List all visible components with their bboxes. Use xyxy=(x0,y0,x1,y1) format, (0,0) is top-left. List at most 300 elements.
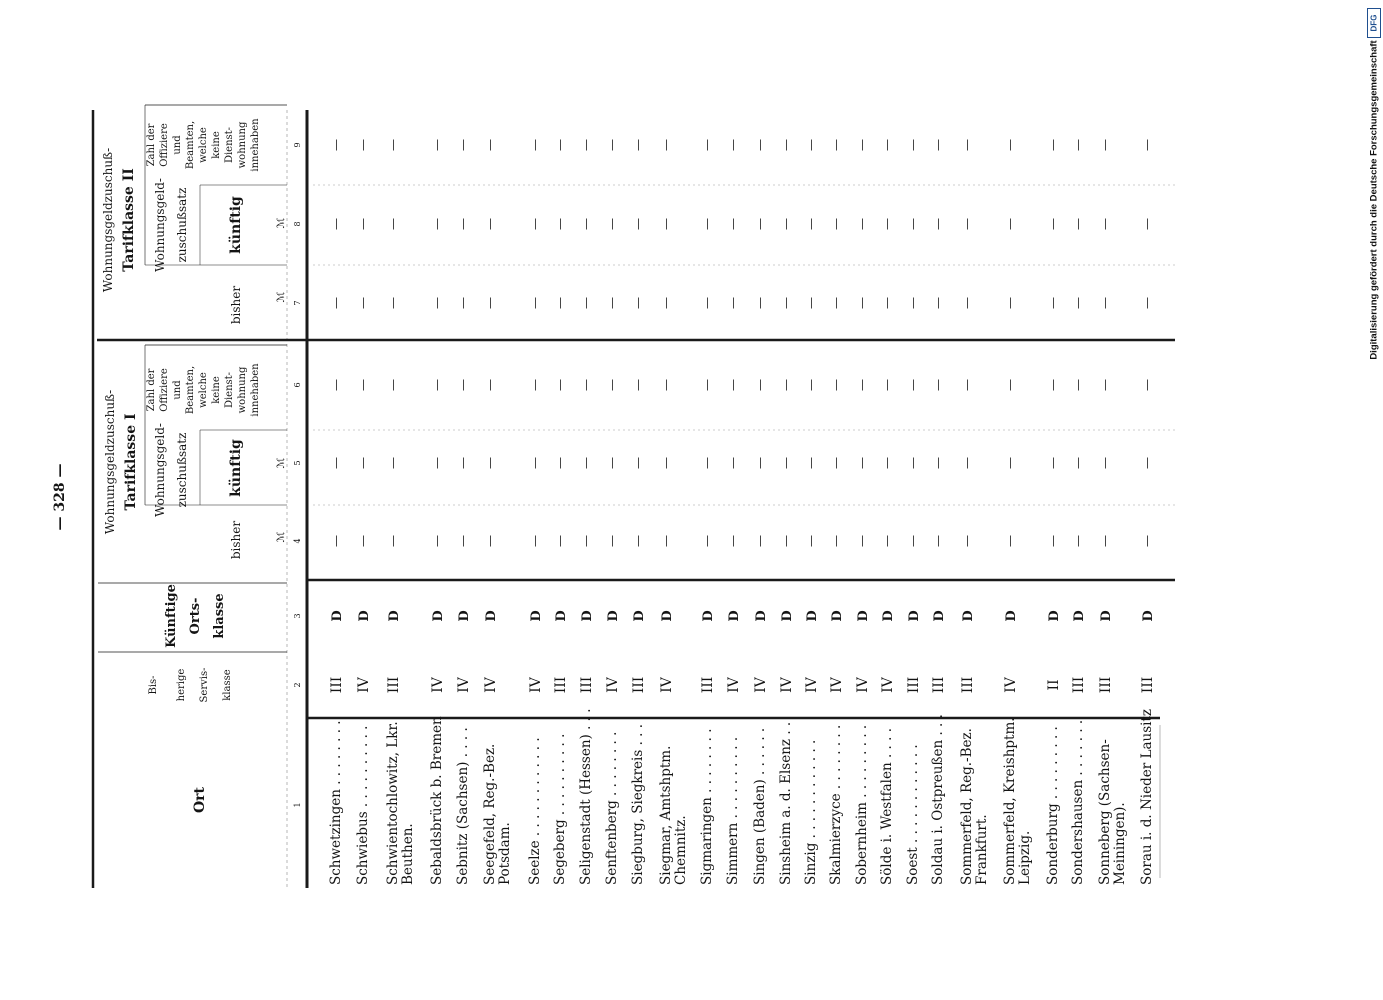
table-row xyxy=(959,139,990,885)
dfg-logo-text: DFG xyxy=(1369,14,1379,32)
bisherige-servisklasse: IV xyxy=(804,677,820,693)
place-name: Sebnitz (Sachsen) . . . . xyxy=(455,727,471,885)
empty-value-dash: — xyxy=(1140,218,1154,230)
empty-value-dash: — xyxy=(356,379,370,391)
kuenftige-ortsklasse: D xyxy=(932,610,947,622)
empty-value-dash: — xyxy=(1046,457,1060,469)
empty-value-dash: — xyxy=(483,297,497,309)
table-row xyxy=(854,139,871,885)
table-row xyxy=(879,139,896,885)
empty-value-dash: — xyxy=(829,379,843,391)
place-name: Potsdam. xyxy=(497,822,513,885)
empty-value-dash: — xyxy=(631,457,645,469)
kuenftige-ortsklasse: D xyxy=(529,610,544,622)
column-number: 1 xyxy=(293,802,302,808)
kuenftige-ortsklasse: D xyxy=(330,610,345,622)
header-line: Dienst- xyxy=(224,371,235,409)
empty-value-dash: — xyxy=(1046,535,1060,547)
bisherige-servisklasse: IV xyxy=(1003,677,1019,693)
kuenftige-ortsklasse: D xyxy=(780,610,795,622)
empty-value-dash: — xyxy=(960,457,974,469)
empty-value-dash: — xyxy=(483,139,497,151)
kuenftige-ortsklasse: D xyxy=(632,610,647,622)
column-number: 7 xyxy=(293,300,302,306)
table-row xyxy=(828,139,845,885)
place-name: Seegefeld, Reg.-Bez. xyxy=(482,743,498,885)
empty-value-dash: — xyxy=(483,218,497,230)
place-name: Simmern . . . . . . . . . . xyxy=(725,736,741,885)
empty-value-dash: — xyxy=(553,535,567,547)
empty-value-dash: — xyxy=(880,218,894,230)
bisherige-servisklasse: III xyxy=(329,676,345,694)
empty-value-dash: — xyxy=(1046,379,1060,391)
empty-value-dash: — xyxy=(779,379,793,391)
table-header xyxy=(101,118,302,813)
header-line: Orts- xyxy=(188,597,203,635)
kuenftige-ortsklasse: D xyxy=(484,610,499,622)
kuenftige-ortsklasse: D xyxy=(754,610,769,622)
page-number: — 328 — xyxy=(52,463,68,531)
empty-value-dash: — xyxy=(483,457,497,469)
kuenftige-ortsklasse: D xyxy=(606,610,621,622)
kuenftige-ortsklasse: D xyxy=(357,610,372,622)
place-name: Sebaldsbrück b. Bremen xyxy=(429,716,445,885)
empty-value-dash: — xyxy=(700,379,714,391)
empty-value-dash: — xyxy=(456,139,470,151)
place-name: Segeberg . . . . . . . . . . xyxy=(552,733,568,885)
place-name: Sorau i. d. Nieder Lausitz xyxy=(1139,709,1155,885)
empty-value-dash: — xyxy=(779,535,793,547)
empty-value-dash: — xyxy=(829,297,843,309)
empty-value-dash: — xyxy=(386,139,400,151)
header-line: innehaben xyxy=(250,363,261,417)
empty-value-dash: — xyxy=(906,379,920,391)
empty-value-dash: — xyxy=(1098,457,1112,469)
kuenftige-ortsklasse: D xyxy=(1099,610,1114,622)
header-line: herige xyxy=(176,668,187,702)
header-line: Beamten, xyxy=(185,120,196,170)
empty-value-dash: — xyxy=(726,139,740,151)
header-line: Servis- xyxy=(199,667,210,703)
empty-value-dash: — xyxy=(1071,218,1085,230)
empty-value-dash: — xyxy=(829,218,843,230)
empty-value-dash: — xyxy=(356,139,370,151)
empty-value-dash: — xyxy=(753,535,767,547)
kuenftige-ortsklasse: D xyxy=(907,610,922,622)
empty-value-dash: — xyxy=(605,379,619,391)
empty-value-dash: — xyxy=(605,535,619,547)
kuenftige-ortsklasse: D xyxy=(387,610,402,622)
empty-value-dash: — xyxy=(553,457,567,469)
kuenftige-ortsklasse: D xyxy=(660,610,675,622)
place-name: Senftenberg . . . . . . . . xyxy=(604,731,620,885)
table-row xyxy=(578,139,595,885)
bisherige-servisklasse: IV xyxy=(605,677,621,693)
header-line: wohnung xyxy=(237,121,248,169)
bisherige-servisklasse: III xyxy=(931,676,947,694)
empty-value-dash: — xyxy=(960,139,974,151)
bisherige-servisklasse: IV xyxy=(430,677,446,693)
empty-value-dash: — xyxy=(1098,139,1112,151)
empty-value-dash: — xyxy=(960,379,974,391)
empty-value-dash: — xyxy=(1071,379,1085,391)
bisherige-servisklasse: III xyxy=(553,676,569,694)
empty-value-dash: — xyxy=(1071,535,1085,547)
empty-value-dash: — xyxy=(960,535,974,547)
table-row xyxy=(699,139,716,885)
bisherige-servisklasse: IV xyxy=(779,677,795,693)
bisherige-servisklasse: III xyxy=(631,676,647,694)
empty-value-dash: — xyxy=(1071,297,1085,309)
header-line: Wohnungsgeld- xyxy=(153,423,167,517)
empty-value-dash: — xyxy=(456,535,470,547)
empty-value-dash: — xyxy=(804,218,818,230)
place-name: Sommerfeld, Reg.-Bez. xyxy=(959,728,975,885)
empty-value-dash: — xyxy=(356,457,370,469)
bisherige-servisklasse: IV xyxy=(528,677,544,693)
empty-value-dash: — xyxy=(855,535,869,547)
empty-value-dash: — xyxy=(456,218,470,230)
bisherige-servisklasse: IV xyxy=(659,677,675,693)
bisherige-servisklasse: III xyxy=(700,676,716,694)
place-name: Sigmaringen . . . . . . . . xyxy=(699,728,715,885)
empty-value-dash: — xyxy=(329,457,343,469)
empty-value-dash: — xyxy=(880,535,894,547)
empty-value-dash: — xyxy=(356,297,370,309)
place-name: Soest . . . . . . . . . . . . xyxy=(905,744,921,885)
table-row xyxy=(328,139,345,885)
empty-value-dash: — xyxy=(779,457,793,469)
empty-value-dash: — xyxy=(931,218,945,230)
header-line: Wohnungsgeld- xyxy=(153,178,167,272)
empty-value-dash: — xyxy=(753,218,767,230)
empty-value-dash: — xyxy=(1003,218,1017,230)
empty-value-dash: — xyxy=(456,297,470,309)
empty-value-dash: — xyxy=(855,457,869,469)
column-number: 6 xyxy=(293,382,302,388)
empty-value-dash: — xyxy=(906,457,920,469)
header-kuenftig: künftig xyxy=(228,439,244,497)
place-name: Schwientochlowitz, Lkr. xyxy=(385,721,401,885)
bisherige-servisklasse: III xyxy=(1140,676,1156,694)
header-line: Beamten, xyxy=(185,365,196,415)
bisherige-servisklasse: IV xyxy=(456,677,472,693)
table-row xyxy=(455,139,472,885)
column-number: 4 xyxy=(293,538,302,544)
empty-value-dash: — xyxy=(906,535,920,547)
kuenftige-ortsklasse: D xyxy=(881,610,896,622)
place-name: Meiningen). xyxy=(1112,802,1128,885)
table-row xyxy=(630,139,647,885)
empty-value-dash: — xyxy=(605,218,619,230)
empty-value-dash: — xyxy=(1003,297,1017,309)
header-ort: Ort xyxy=(192,786,208,814)
header-tarifklasse-2 xyxy=(101,118,287,324)
table-row xyxy=(355,139,372,885)
empty-value-dash: — xyxy=(631,218,645,230)
empty-value-dash: — xyxy=(386,457,400,469)
kuenftige-ortsklasse: D xyxy=(457,610,472,622)
table-row xyxy=(658,139,689,885)
header-line: keine xyxy=(211,376,222,404)
kuenftige-ortsklasse: D xyxy=(1141,610,1156,622)
empty-value-dash: — xyxy=(483,379,497,391)
empty-value-dash: — xyxy=(1140,535,1154,547)
kuenftige-ortsklasse: D xyxy=(830,610,845,622)
empty-value-dash: — xyxy=(829,535,843,547)
header-line: Bis- xyxy=(148,675,159,695)
empty-value-dash: — xyxy=(804,139,818,151)
table-row xyxy=(1139,139,1156,885)
empty-value-dash: — xyxy=(386,218,400,230)
header-group-subtitle: Tarifklasse I xyxy=(123,413,139,511)
empty-value-dash: — xyxy=(329,139,343,151)
empty-value-dash: — xyxy=(430,139,444,151)
table-row xyxy=(604,139,621,885)
empty-value-dash: — xyxy=(1140,297,1154,309)
empty-value-dash: — xyxy=(1003,139,1017,151)
place-name: Sölde i. Westfalen . . . . xyxy=(879,727,895,885)
empty-value-dash: — xyxy=(579,297,593,309)
empty-value-dash: — xyxy=(726,379,740,391)
table-body xyxy=(328,139,1156,885)
empty-value-dash: — xyxy=(1140,379,1154,391)
place-name: Siegmar, Amtshptm. xyxy=(658,745,674,885)
empty-value-dash: — xyxy=(804,379,818,391)
empty-value-dash: — xyxy=(906,297,920,309)
empty-value-dash: — xyxy=(528,457,542,469)
empty-value-dash: — xyxy=(855,139,869,151)
empty-value-dash: — xyxy=(1071,139,1085,151)
table-row xyxy=(385,139,416,885)
empty-value-dash: — xyxy=(605,457,619,469)
bisherige-servisklasse: IV xyxy=(880,677,896,693)
bisherige-servisklasse: III xyxy=(1098,676,1114,694)
header-line: und xyxy=(172,380,183,400)
empty-value-dash: — xyxy=(430,535,444,547)
empty-value-dash: — xyxy=(553,297,567,309)
empty-value-dash: — xyxy=(430,457,444,469)
empty-value-dash: — xyxy=(880,297,894,309)
place-name: Chemnitz. xyxy=(673,815,689,885)
empty-value-dash: — xyxy=(1046,218,1060,230)
header-line: Künftige xyxy=(164,584,179,648)
empty-value-dash: — xyxy=(931,139,945,151)
empty-value-dash: — xyxy=(880,457,894,469)
empty-value-dash: — xyxy=(528,297,542,309)
empty-value-dash: — xyxy=(779,297,793,309)
header-line: Offiziere xyxy=(159,368,170,412)
kuenftige-ortsklasse: D xyxy=(805,610,820,622)
empty-value-dash: — xyxy=(779,218,793,230)
empty-value-dash: — xyxy=(1098,218,1112,230)
empty-value-dash: — xyxy=(700,297,714,309)
empty-value-dash: — xyxy=(579,139,593,151)
empty-value-dash: — xyxy=(659,218,673,230)
header-group-title: Wohnungsgeldzuschuß- xyxy=(101,147,115,293)
empty-value-dash: — xyxy=(931,379,945,391)
bisherige-servisklasse: III xyxy=(906,676,922,694)
empty-value-dash: — xyxy=(605,139,619,151)
empty-value-dash: — xyxy=(553,218,567,230)
header-kuenftig: künftig xyxy=(228,196,244,254)
empty-value-dash: — xyxy=(528,139,542,151)
empty-value-dash: — xyxy=(726,297,740,309)
column-number: 5 xyxy=(293,460,302,466)
currency-sign: ℳ xyxy=(276,457,287,469)
table-row xyxy=(1070,139,1087,885)
empty-value-dash: — xyxy=(329,379,343,391)
bisherige-servisklasse: IV xyxy=(356,677,372,693)
header-bisher: bisher xyxy=(229,285,243,325)
empty-value-dash: — xyxy=(659,457,673,469)
kuenftige-ortsklasse: D xyxy=(1004,610,1019,622)
empty-value-dash: — xyxy=(1098,297,1112,309)
kuenftige-ortsklasse: D xyxy=(431,610,446,622)
header-group-subtitle: Tarifklasse II xyxy=(121,168,137,272)
header-line: keine xyxy=(211,131,222,159)
header-line: Zahl der xyxy=(146,368,157,412)
place-name: Sobernheim . . . . . . . . . xyxy=(854,724,870,885)
table-row xyxy=(1045,139,1062,885)
column-number: 2 xyxy=(293,682,302,688)
empty-value-dash: — xyxy=(906,218,920,230)
kuenftige-ortsklasse: D xyxy=(727,610,742,622)
place-name: Seligenstadt (Hessen) . . . xyxy=(578,708,594,885)
bisherige-servisklasse: III xyxy=(579,676,595,694)
empty-value-dash: — xyxy=(1046,139,1060,151)
empty-value-dash: — xyxy=(804,297,818,309)
empty-value-dash: — xyxy=(631,297,645,309)
header-line: klasse xyxy=(212,593,227,639)
empty-value-dash: — xyxy=(553,139,567,151)
empty-value-dash: — xyxy=(386,535,400,547)
empty-value-dash: — xyxy=(779,139,793,151)
header-line: welche xyxy=(198,372,209,408)
column-number: 3 xyxy=(293,613,302,619)
empty-value-dash: — xyxy=(528,379,542,391)
empty-value-dash: — xyxy=(386,297,400,309)
place-name: Sonneberg (Sachsen- xyxy=(1097,739,1113,885)
bisherige-servisklasse: III xyxy=(960,676,976,694)
empty-value-dash: — xyxy=(931,457,945,469)
header-line: Offiziere xyxy=(159,123,170,167)
empty-value-dash: — xyxy=(659,379,673,391)
empty-value-dash: — xyxy=(579,457,593,469)
empty-value-dash: — xyxy=(483,535,497,547)
empty-value-dash: — xyxy=(356,218,370,230)
column-numbers xyxy=(293,142,302,807)
empty-value-dash: — xyxy=(553,379,567,391)
kuenftige-ortsklasse: D xyxy=(554,610,569,622)
empty-value-dash: — xyxy=(1140,139,1154,151)
currency-sign: ℳ xyxy=(276,291,287,303)
table-row xyxy=(429,139,446,885)
empty-value-dash: — xyxy=(579,218,593,230)
empty-value-dash: — xyxy=(829,139,843,151)
empty-value-dash: — xyxy=(430,218,444,230)
place-name: Schwetzingen . . . . . . . . xyxy=(328,720,344,885)
place-name: Sinzig . . . . . . . . . . . . xyxy=(803,739,819,885)
place-name: Beuthen. xyxy=(400,823,416,885)
empty-value-dash: — xyxy=(1003,457,1017,469)
header-bisherige-servisklasse xyxy=(148,668,233,703)
empty-value-dash: — xyxy=(659,297,673,309)
empty-value-dash: — xyxy=(1071,457,1085,469)
empty-value-dash: — xyxy=(356,535,370,547)
table-row xyxy=(725,139,742,885)
empty-value-dash: — xyxy=(430,379,444,391)
empty-value-dash: — xyxy=(631,535,645,547)
currency-sign: ℳ xyxy=(276,531,287,543)
empty-value-dash: — xyxy=(700,218,714,230)
table-row xyxy=(778,139,795,885)
place-name: Skalmierzyce . . . . . . . . xyxy=(828,724,844,885)
table-row xyxy=(803,139,820,885)
empty-value-dash: — xyxy=(753,379,767,391)
empty-value-dash: — xyxy=(804,457,818,469)
column-number: 9 xyxy=(293,142,302,148)
table-row xyxy=(482,139,513,885)
empty-value-dash: — xyxy=(579,535,593,547)
bisherige-servisklasse: IV xyxy=(726,677,742,693)
kuenftige-ortsklasse: D xyxy=(701,610,716,622)
empty-value-dash: — xyxy=(1003,535,1017,547)
header-line: Dienst- xyxy=(224,126,235,164)
empty-value-dash: — xyxy=(386,379,400,391)
empty-value-dash: — xyxy=(700,139,714,151)
empty-value-dash: — xyxy=(960,218,974,230)
table-row xyxy=(905,139,922,885)
place-name: Singen (Baden) . . . . . . xyxy=(752,727,768,885)
empty-value-dash: — xyxy=(753,457,767,469)
empty-value-dash: — xyxy=(631,379,645,391)
bisherige-servisklasse: III xyxy=(386,676,402,694)
kuenftige-ortsklasse: D xyxy=(856,610,871,622)
table-row xyxy=(527,139,544,885)
empty-value-dash: — xyxy=(726,457,740,469)
place-name: Sondershausen . . . . . . . xyxy=(1070,719,1086,885)
kuenftige-ortsklasse: D xyxy=(961,610,976,622)
empty-value-dash: — xyxy=(906,139,920,151)
kuenftige-ortsklasse: D xyxy=(1047,610,1062,622)
bisherige-servisklasse: IV xyxy=(483,677,499,693)
empty-value-dash: — xyxy=(700,535,714,547)
place-name: Sonderburg . . . . . . . . . xyxy=(1045,726,1061,885)
header-line: Zahl der xyxy=(146,123,157,167)
table-row xyxy=(1002,139,1033,885)
place-name: Siegburg, Siegkreis . . . xyxy=(630,723,646,885)
bisherige-servisklasse: IV xyxy=(829,677,845,693)
column-number: 8 xyxy=(293,221,302,227)
empty-value-dash: — xyxy=(579,379,593,391)
header-kuenftige-ortsklasse xyxy=(164,584,227,648)
place-name: Schwiebus . . . . . . . . . . xyxy=(355,725,371,885)
empty-value-dash: — xyxy=(960,297,974,309)
empty-value-dash: — xyxy=(829,457,843,469)
bisherige-servisklasse: IV xyxy=(753,677,769,693)
empty-value-dash: — xyxy=(880,139,894,151)
header-line: zuschußsatz xyxy=(175,187,189,263)
empty-value-dash: — xyxy=(855,297,869,309)
empty-value-dash: — xyxy=(528,535,542,547)
empty-value-dash: — xyxy=(659,535,673,547)
empty-value-dash: — xyxy=(726,535,740,547)
empty-value-dash: — xyxy=(605,297,619,309)
empty-value-dash: — xyxy=(753,297,767,309)
bisherige-servisklasse: III xyxy=(1071,676,1087,694)
empty-value-dash: — xyxy=(726,218,740,230)
